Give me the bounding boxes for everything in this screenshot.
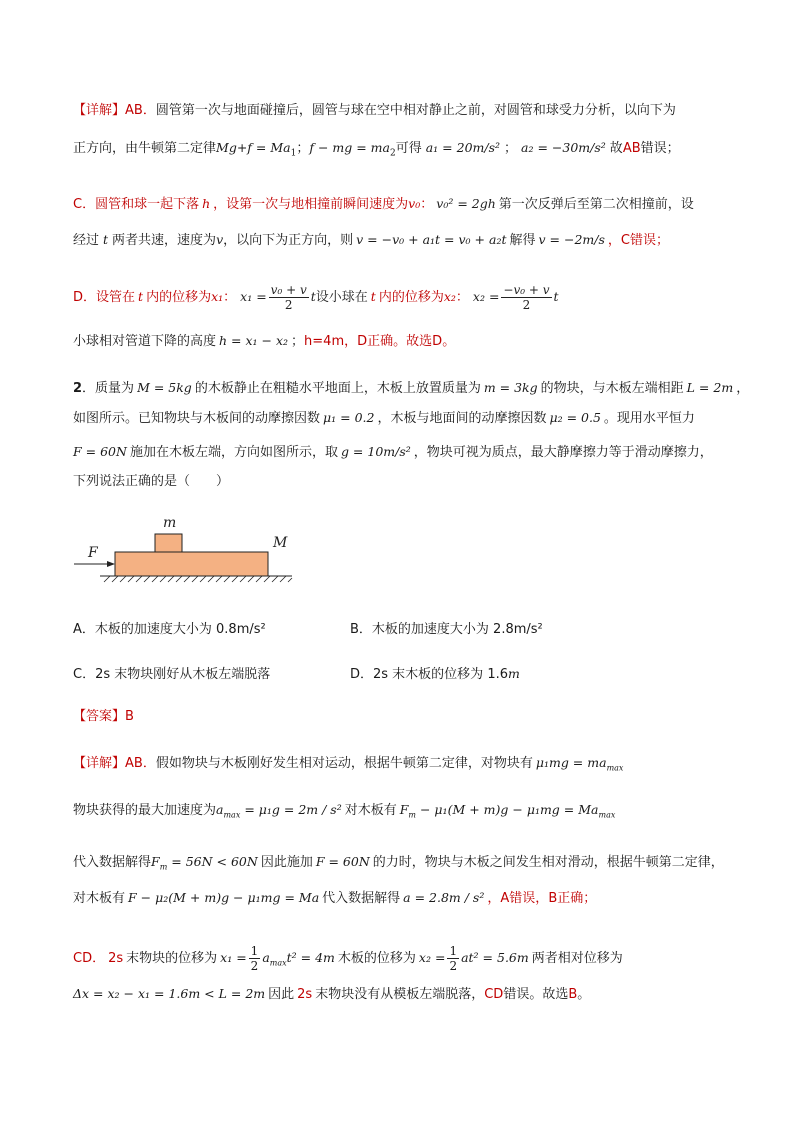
text: 设管在 (96, 290, 136, 305)
p2-line1 (73, 195, 694, 214)
text: 内的位移为 (378, 290, 444, 305)
text: h=4m (304, 334, 345, 349)
text: ； (291, 334, 305, 349)
text: 第一次反弹后至第二次相撞前，设 (498, 197, 694, 212)
text: B (568, 987, 578, 1002)
text: 圆管和球一起下落 (95, 197, 200, 212)
text: CD (484, 987, 504, 1002)
formula-sub: max (598, 810, 616, 820)
formula: μ₂ = 0.5 (549, 410, 601, 425)
formula: v = −v₀ + a₁t = v₀ + a₂t (356, 232, 507, 247)
var: t (138, 289, 144, 304)
text: 末物块没有从模板左端脱落， (315, 987, 485, 1002)
text: 因此施加 (260, 855, 313, 870)
formula: μ₁mg = ma (535, 755, 607, 770)
formula-sub: max (269, 958, 287, 968)
option-b: B．木板的加速度大小为 2.8m/s² (350, 622, 543, 637)
formula: a = 2.8m / s² (403, 890, 485, 905)
formula: x₂ = (472, 289, 500, 304)
text: 的木板静止在粗糙水平地面上，木板上放置质量为 (194, 381, 481, 396)
text: ： (455, 290, 469, 305)
text: A (500, 891, 510, 906)
ground-hatch (104, 576, 292, 582)
formula: Δx = x₂ − x₁ = 1.6m < L = 2m (73, 986, 266, 1001)
var: t (310, 289, 316, 304)
q2-line4 (73, 473, 229, 491)
s2-line (73, 801, 615, 825)
formula-sub: max (223, 810, 241, 820)
small-block (155, 534, 182, 552)
text: 的力时，物块与木板之间发生相对滑动，根据牛顿第二定律， (372, 855, 724, 870)
formula: g = 10m/s² (340, 444, 411, 459)
text: 假如物块与木板刚好发生相对运动，根据牛顿第二定律，对物块有 (155, 756, 533, 771)
formula: t² = 4m (286, 950, 335, 965)
q2-line2 (73, 409, 695, 428)
var: t (103, 232, 109, 247)
formula: m = 3kg (483, 380, 538, 395)
text: 正确； (557, 891, 597, 906)
frac-num: v₀ + v (270, 283, 307, 297)
var: x₂ (443, 289, 456, 304)
frac-num: 1 (250, 944, 259, 958)
formula: h = x₁ − x₂ (219, 333, 289, 348)
formula-sub: max (606, 763, 624, 773)
text: 末物块的位移为 (126, 951, 218, 966)
text: ， (607, 233, 621, 248)
text: 对木板有 (73, 891, 126, 906)
text: 下列说法正确的是（ ） (73, 474, 230, 489)
p1-line2 (73, 139, 680, 163)
formula: = 56N < 60N (167, 854, 258, 869)
formula: a₁ = 20m/s² (425, 140, 501, 155)
formula: F − μ₂(M + m)g − μ₁mg = Ma (128, 890, 320, 905)
text: 正方向，由牛顿第二定律 (73, 141, 217, 156)
formula: F = 60N (315, 854, 370, 869)
text: ； (296, 141, 310, 156)
text: AB (622, 141, 641, 156)
option-tag: AB． (125, 103, 156, 118)
formula: F (399, 802, 409, 817)
formula: x₁ = (240, 289, 267, 304)
text: ， (344, 334, 358, 349)
text: ， (736, 381, 750, 396)
option-tag: C． (73, 197, 96, 212)
p4-line (73, 332, 455, 351)
text: 错误， (509, 891, 549, 906)
answer-line (73, 708, 134, 726)
text: 代入数据解得 (73, 855, 152, 870)
formula: M = 5kg (137, 380, 192, 395)
frac-den: 2 (449, 959, 458, 973)
formula: Mg+f = Ma (216, 140, 291, 155)
formula: μ₁ = 0.2 (323, 410, 375, 425)
force-arrowhead (107, 561, 115, 567)
text: ： (223, 290, 237, 305)
s5-line (73, 944, 623, 973)
text: ； (504, 141, 518, 156)
formula: a (262, 950, 270, 965)
formula: a₂ = −30m/s² (521, 140, 606, 155)
text: 内的位移为 (146, 290, 212, 305)
formula: x₁ = (220, 950, 247, 965)
text: 经过 (73, 233, 100, 248)
text: D (432, 334, 443, 349)
option-d (350, 663, 520, 682)
text: 。 (442, 334, 456, 349)
label-m: m (163, 515, 177, 531)
text: 故 (609, 141, 623, 156)
text: 正确。故选 (367, 334, 433, 349)
text: ，设第一次与地相撞前瞬间速度为 (213, 197, 409, 212)
text: 木板的位移为 (337, 951, 416, 966)
text: 如图所示。已知物块与木板间的动摩擦因数 (73, 411, 321, 426)
text: m (508, 666, 520, 681)
text: 错误； (640, 141, 680, 156)
formula: v = −2m/s (538, 232, 605, 247)
s1-line (73, 754, 623, 778)
p1-line1 (73, 102, 676, 120)
text: 因此 (268, 987, 295, 1002)
formula: f − mg = ma (309, 140, 390, 155)
formula: v₀² = 2gh (436, 196, 496, 211)
var: h (202, 196, 211, 211)
detail-bracket: 【详解】 (73, 103, 126, 118)
text: ．质量为 (82, 381, 135, 396)
text: 物块获得的最大加速度为 (73, 803, 217, 818)
formula: F = 60N (73, 444, 127, 459)
formula: L = 2m (686, 380, 734, 395)
physics-figure (70, 510, 300, 590)
s4-line (73, 889, 596, 908)
formula-sub: 2 (389, 148, 396, 159)
text: ， (487, 891, 501, 906)
text: 两者相对位移为 (531, 951, 623, 966)
text: C (620, 233, 630, 248)
text: 两者共速，速度为 (112, 233, 217, 248)
text: 的物块，与木板左端相距 (540, 381, 684, 396)
text: 设小球在 (315, 290, 368, 305)
fraction (249, 944, 261, 973)
text: B (548, 891, 558, 906)
option-c: C．2s 末物块刚好从木板左端脱落 (73, 667, 271, 682)
text: 对木板有 (344, 803, 397, 818)
option-tag: D． (73, 290, 97, 305)
text: 解得 (509, 233, 536, 248)
var: v (216, 232, 224, 247)
fraction (501, 283, 551, 312)
q2-line1 (73, 379, 749, 398)
detail-bracket: 【详解】 (73, 756, 126, 771)
text: ： (420, 197, 434, 212)
formula: − μ₁(M + m)g − μ₁mg = Ma (416, 802, 599, 817)
fraction (269, 283, 309, 312)
formula: a (216, 802, 224, 817)
text: ，物块可视为质点，最大静摩擦力等于滑动摩擦力， (413, 445, 713, 460)
frac-num: 1 (449, 944, 458, 958)
p3-line (73, 283, 559, 312)
var: x₁ (211, 289, 224, 304)
formula-sub: 1 (290, 148, 297, 159)
text: 错误。故选 (503, 987, 569, 1002)
text: 2s (108, 951, 124, 966)
text: 施加在木板左端，方向如图所示，取 (129, 445, 338, 460)
var: t (370, 289, 376, 304)
option-tag: CD． (73, 951, 106, 966)
text: 小球相对管道下降的高度 (73, 334, 217, 349)
formula: = μ₁g = 2m / s² (240, 802, 342, 817)
frac-num: −v₀ + v (503, 283, 550, 297)
text: 。现用水平恒力 (603, 411, 695, 426)
formula: F (151, 854, 160, 869)
frac-den: 2 (250, 959, 259, 973)
var: t (553, 289, 559, 304)
text: ，木板与地面间的动摩擦因数 (377, 411, 547, 426)
text: 可得 (395, 141, 422, 156)
text: 2s (297, 987, 313, 1002)
board (115, 552, 268, 576)
s6-line (73, 985, 590, 1004)
frac-den: 2 (522, 298, 531, 312)
label-F: F (88, 545, 98, 561)
option-tag: AB． (125, 756, 156, 771)
option-a: A．木板的加速度大小为 0.8m/s² (73, 622, 266, 637)
formula-sub: m (408, 810, 417, 820)
answer-bracket: 【答案】 (73, 709, 126, 724)
text: 代入数据解得 (322, 891, 401, 906)
label-M: M (273, 535, 288, 551)
p2-line2 (73, 231, 669, 250)
text: ，以向下为正方向，则 (223, 233, 354, 248)
s3-line (73, 853, 724, 877)
text: 圆管第一次与地面碰撞后，圆管与球在空中相对静止之前，对圆管和球受力分析，以向下为 (155, 103, 676, 118)
formula: x₂ = (418, 950, 446, 965)
text: 错误； (629, 233, 669, 248)
formula-sub: m (159, 862, 168, 872)
text: 。 (577, 987, 591, 1002)
text: D．2s 末木板的位移为 1.6 (350, 667, 508, 682)
q2-line3 (73, 443, 713, 462)
formula: at² = 5.6m (461, 950, 529, 965)
frac-den: 2 (284, 298, 293, 312)
text: D (357, 334, 368, 349)
fraction (447, 944, 459, 973)
question-number: 2 (73, 381, 83, 396)
var: v₀ (408, 196, 421, 211)
answer-value: B (125, 709, 134, 724)
